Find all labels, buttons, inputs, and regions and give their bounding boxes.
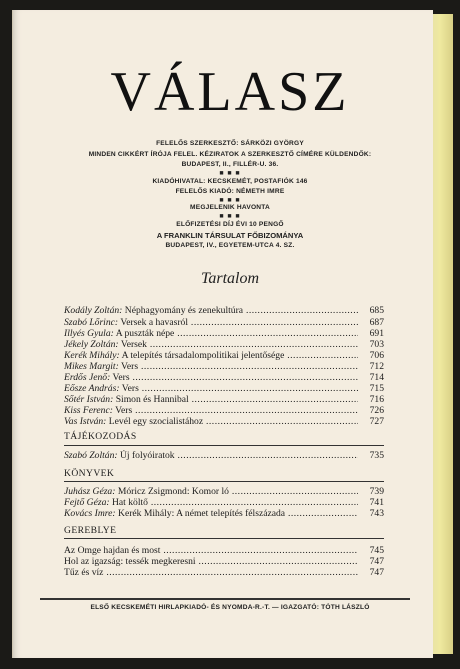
entry-author: Kovács Imre: [64, 508, 116, 519]
entry-page: 747 [360, 556, 384, 567]
entry-author: Erdős Jenő: [64, 372, 111, 383]
masthead-separator: ■ ■ ■ [219, 169, 241, 177]
contents-entry [64, 383, 384, 394]
contents-entry [64, 556, 384, 567]
entry-title: A telepítés társadalompolitikai jelentősége [121, 350, 285, 361]
entry-title: Néphagyomány és zenekultúra [124, 305, 244, 316]
contents-entry [64, 350, 384, 361]
entry-title: Hol az igazság: tessék megkeresni [64, 556, 196, 567]
contents-entry [64, 405, 384, 416]
masthead-separator: ■ ■ ■ [219, 212, 241, 220]
contents-entry [64, 361, 384, 372]
entry-title: Hat költő [111, 497, 148, 508]
entry-title: Az Omge hajdan és most [64, 545, 161, 556]
masthead-publisher-office: KIADÓHIVATAL: KECSKEMÉT, POSTAFIÓK 146 [152, 178, 308, 185]
entry-page: 739 [360, 486, 384, 497]
contents-entry [64, 328, 384, 339]
entry-page: 706 [360, 350, 384, 361]
entry-author: Illyés Gyula: [64, 328, 114, 339]
contents-entry [64, 305, 384, 316]
contents-entry [64, 545, 384, 556]
entry-page: 714 [360, 372, 384, 383]
entry-title: Új folyóiratok [119, 450, 175, 461]
section-heading: GEREBLYE [64, 525, 117, 536]
entry-page: 726 [360, 405, 384, 416]
contents-entry [64, 317, 384, 328]
entry-title: Levél egy szocialistához [108, 416, 204, 427]
contents-entry [64, 450, 384, 461]
entry-author: Mikes Margit: [64, 361, 119, 372]
entry-page: 687 [360, 317, 384, 328]
entry-author: Kiss Ferenc: [64, 405, 113, 416]
masthead-distributor: A FRANKLIN TÁRSULAT FŐBIZOMÁNYA [156, 231, 304, 240]
masthead-editor: FELELŐS SZERKESZTŐ: SÁRKÖZI GYÖRGY [156, 140, 304, 147]
contents-entry [64, 372, 384, 383]
entry-title: Vers [115, 405, 133, 416]
entry-author: Eősze András: [64, 383, 120, 394]
entry-page: 747 [360, 567, 384, 578]
entry-page: 743 [360, 508, 384, 519]
entry-author: Szabó Zoltán: [64, 450, 118, 461]
entry-title: Kerék Mihály: A német telepítés félszázada [118, 508, 286, 519]
entry-title: Tűz és víz [64, 567, 104, 578]
entry-author: Kodály Zoltán: [64, 305, 123, 316]
contents-entry [64, 416, 384, 427]
entry-page: 741 [360, 497, 384, 508]
masthead-distributor-address: BUDAPEST, IV., EGYETEM-UTCA 4. SZ. [165, 242, 295, 249]
entry-title: Versek [120, 339, 147, 350]
masthead-manuscripts: MINDEN CIKKÉRT ÍRÓJA FELEL. KÉZIRATOK A SZERKESZTŐ CÍMÉRE KÜLDENDŐK: [88, 151, 372, 158]
entry-page: 691 [360, 328, 384, 339]
entry-page: 745 [360, 545, 384, 556]
entry-title: Vers [112, 372, 130, 383]
entry-author: Juhász Géza: [64, 486, 116, 497]
entry-author: Sőtér István: [64, 394, 114, 405]
contents-entry [64, 486, 384, 497]
entry-title: Vers [121, 383, 139, 394]
section-rule [64, 538, 384, 539]
masthead-subscription: ELŐFIZETÉSI DÍJ ÉVI 10 PENGŐ [176, 221, 284, 228]
printer-footer: ELSŐ KECSKEMÉTI HIRLAPKIADÓ- ÉS NYOMDA-R.-T. — IGAZGATÓ: TÓTH LÁSZLÓ [90, 604, 370, 611]
entry-title: Móricz Zsigmond: Komor ló [117, 486, 229, 497]
entry-author: Fejtő Géza: [64, 497, 110, 508]
section-heading: TÁJÉKOZODÁS [64, 431, 137, 442]
entry-page: 716 [360, 394, 384, 405]
entry-author: Jékely Zoltán: [64, 339, 119, 350]
contents-heading: Tartalom [200, 270, 260, 287]
entry-page: 685 [360, 305, 384, 316]
entry-page: 712 [360, 361, 384, 372]
entry-author: Kerék Mihály: [64, 350, 120, 361]
masthead-frequency: MEGJELENIK HAVONTA [190, 204, 270, 211]
masthead-address: BUDAPEST, II., FILLÉR-U. 36. [181, 161, 279, 168]
journal-title: VÁLASZ [110, 61, 350, 123]
entry-title: Simon és Hannibal [115, 394, 189, 405]
entry-author: Szabó Lőrinc: [64, 317, 119, 328]
entry-page: 727 [360, 416, 384, 427]
contents-entry [64, 497, 384, 508]
contents-entry [64, 508, 384, 519]
masthead-separator: ■ ■ ■ [219, 196, 241, 204]
section-heading: KÖNYVEK [64, 468, 115, 479]
contents-entry [64, 567, 384, 578]
entry-page: 703 [360, 339, 384, 350]
contents-entry [64, 339, 384, 350]
entry-page: 735 [360, 450, 384, 461]
contents-entry [64, 394, 384, 405]
entry-title: Versek a havasról [120, 317, 189, 328]
entry-author: Vas István: [64, 416, 107, 427]
masthead-publisher: FELELŐS KIADÓ: NÉMETH IMRE [175, 188, 285, 195]
footer-rule [40, 598, 410, 600]
section-rule [64, 481, 384, 482]
entry-title: Vers [121, 361, 139, 372]
entry-page: 715 [360, 383, 384, 394]
entry-title: A puszták népe [115, 328, 175, 339]
section-rule [64, 445, 384, 446]
